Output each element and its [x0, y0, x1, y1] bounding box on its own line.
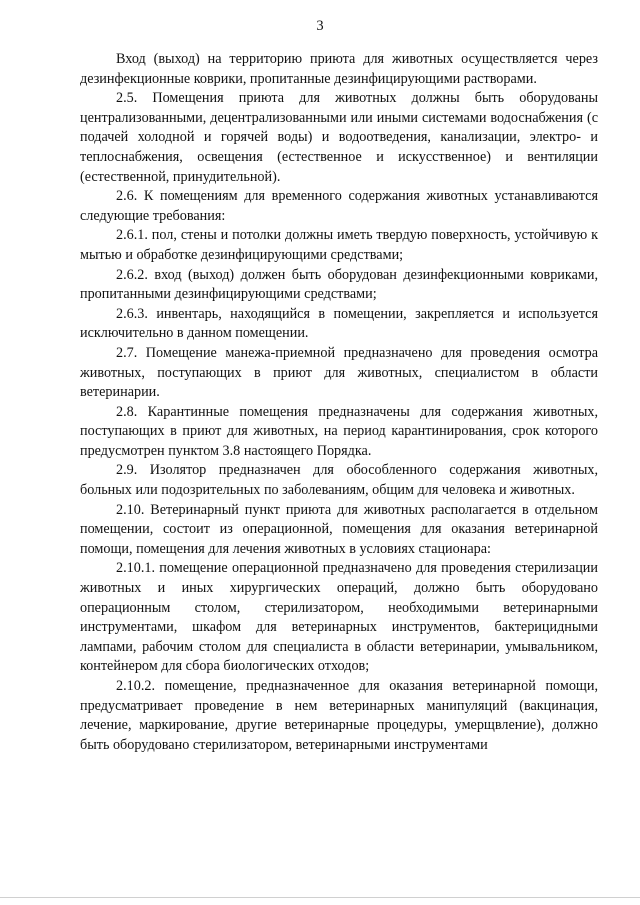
- paragraph-2-9: 2.9. Изолятор предназначен для обособленного содержания животных, больных или подозрительных по заболеваниям, общим для человека и животных.: [80, 462, 598, 499]
- paragraph-2-6-2: 2.6.2. вход (выход) должен быть оборудован дезинфекционными ковриками, пропитанными дезинфицирующими средствами;: [80, 266, 598, 303]
- paragraph-2-5: 2.5. Помещения приюта для животных должны быть оборудованы централизованными, децентрализованными или иными системами водоснабжения (с подачей холодной и горячей воды) и водоотведения, канализации, электро- и теплоснабжения, освещения (естественное и искусственное) и вентиляции (естественной, принудительной).: [80, 90, 598, 185]
- paragraph-2-6: 2.6. К помещениям для временного содержания животных устанавливаются следующие требования:: [80, 188, 598, 224]
- paragraph-2-10-2: 2.10.2. помещение, предназначенное для оказания ветеринарной помощи, предусматривает проведение в нем ветеринарных манипуляций (вакцинация, лечение, маркирование, другие ветеринарные процедуры, умерщвление), должно быть оборудовано стерилизатором, ветеринарными инструментами: [80, 678, 598, 753]
- scan-bottom-edge: [0, 897, 640, 898]
- paragraph-entry-exit: Вход (выход) на территорию приюта для животных осуществляется через дезинфекционные коврики, пропитанные дезинфицирующими растворами.: [80, 51, 598, 87]
- paragraph-2-8: 2.8. Карантинные помещения предназначены для содержания животных, поступающих в приют для животных, на период карантинирования, срок которого предусмотрен пунктом 3.8 настоящего Порядка.: [80, 403, 598, 459]
- document-body: [80, 50, 598, 755]
- paragraph-2-6-3: 2.6.3. инвентарь, находящийся в помещении, закрепляется и используется исключительно в данном помещении.: [80, 305, 598, 342]
- page-number: 3: [316, 18, 324, 34]
- paragraph-2-10: 2.10. Ветеринарный пункт приюта для животных располагается в отдельном помещении, состоит из операционной, помещения для оказания ветеринарной помощи, помещения для лечения животных в условиях стационара:: [80, 501, 598, 557]
- paragraph-2-10-1: 2.10.1. помещение операционной предназначено для проведения стерилизации животных и иных хирургических операций, должно быть оборудовано операционным столом, стерилизатором, необходимыми ветеринарными инструментами, шкафом для ветеринарных инструментов, бактерицидными лампами, рабочим столом для специалиста в области ветеринарии, умывальником, контейнером для сбора биологических отходов;: [80, 560, 598, 675]
- paragraph-2-6-1: 2.6.1. пол, стены и потолки должны иметь твердую поверхность, устойчивую к мытью и обработке дезинфицирующими средствами;: [80, 227, 598, 263]
- paragraph-2-7: 2.7. Помещение манежа-приемной предназначено для проведения осмотра животных, поступающих в приют для животных, специалистом в области ветеринарии.: [80, 344, 598, 401]
